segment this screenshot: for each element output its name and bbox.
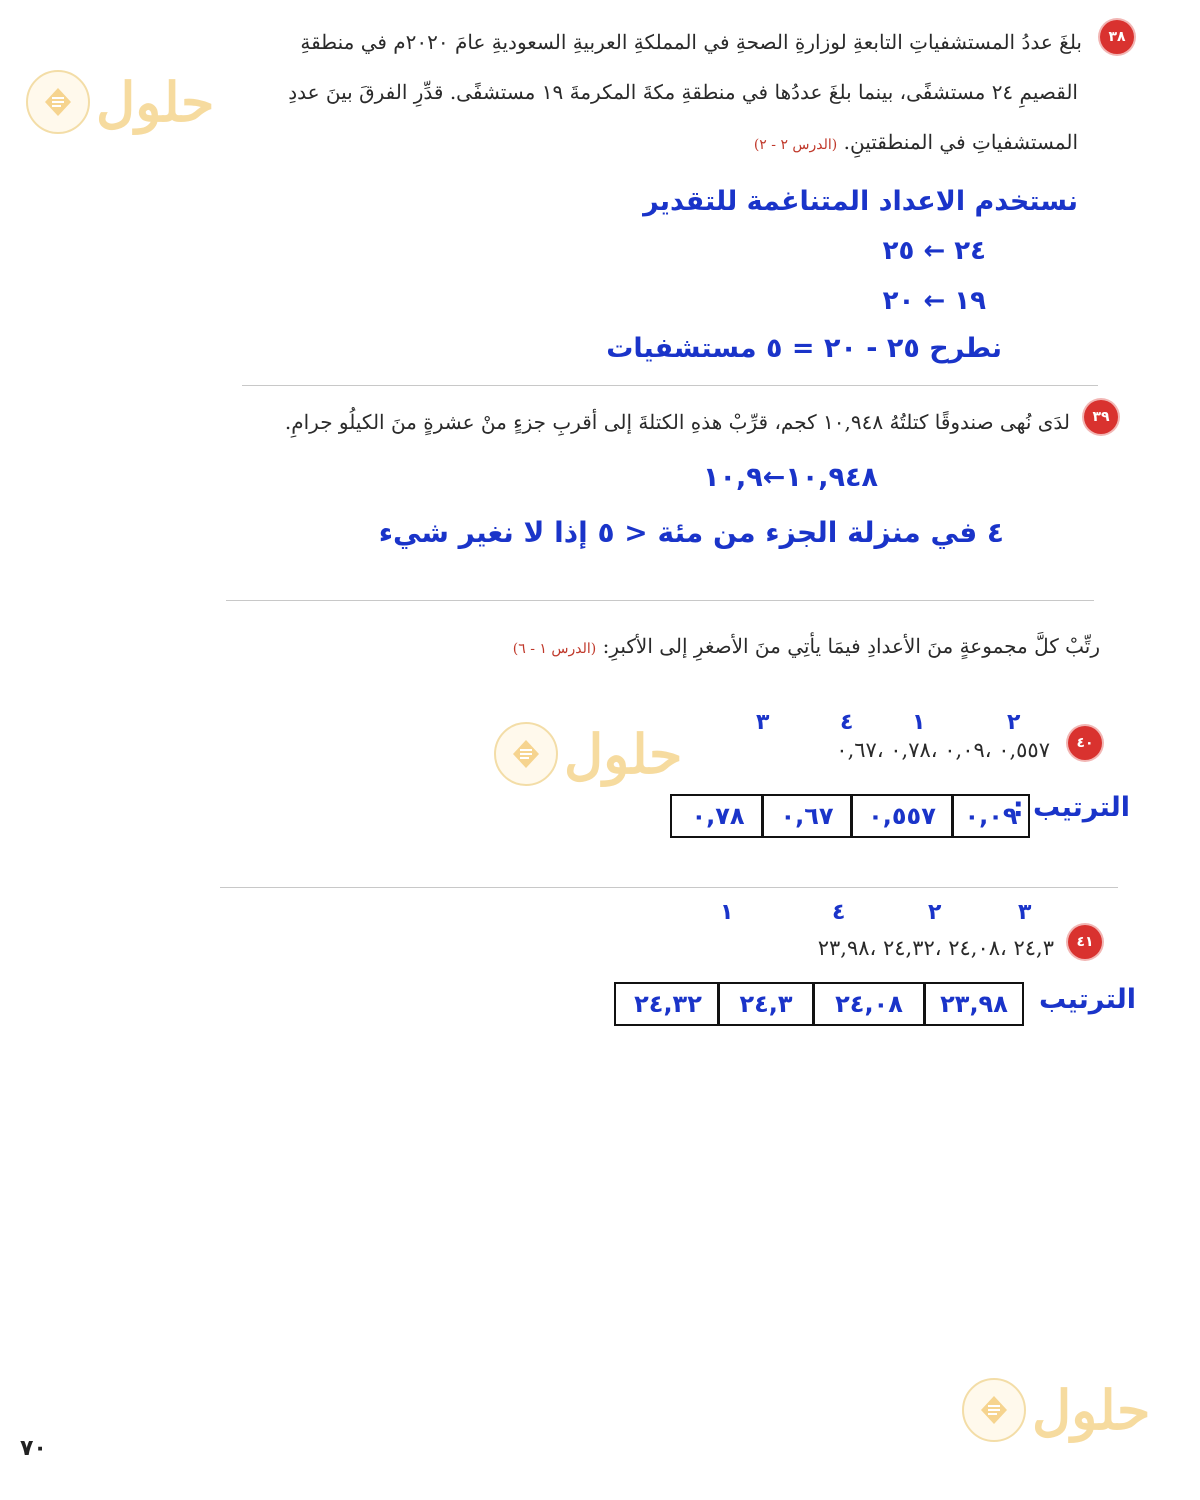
question-40-rank-2: ١ (912, 710, 926, 735)
divider-3 (220, 887, 1118, 888)
lesson-ref-38: (الدرس ٢ - ٢) (753, 137, 838, 153)
question-40-box-4: ٠,٧٨ (691, 802, 745, 830)
question-38-line-3 (754, 130, 1078, 154)
page-number: ٧٠ (20, 1436, 47, 1461)
question-40-rank-4: ٣ (756, 710, 770, 735)
lesson-ref-ordering: (الدرس ١ - ٦) (512, 641, 597, 657)
question-40-rank-1: ٢ (1007, 710, 1021, 735)
question-38-line-1: بلغَ عددُ المستشفياتِ التابعةِ لوزارةِ الصحةِ في المملكةِ العربيةِ السعوديةِ عامَ ٢٠٢٠م في منطقةِ (300, 30, 1082, 54)
question-41-box-4: ٢٤,٣٢ (634, 990, 702, 1018)
question-40-box-2: ٠,٥٥٧ (850, 796, 951, 836)
book-icon (26, 70, 90, 134)
watermark-1-text: حلول (96, 70, 215, 134)
answer-39-note: ٤ في منزلة الجزء من مئة < ٥ إذا لا نغير شيء (378, 516, 1004, 549)
question-41-rank-1: ٣ (1018, 900, 1032, 925)
question-40-box-1: ٠,٠٩ (951, 796, 1028, 836)
question-39-text: لدَى نُهى صندوقًا كتلتُهُ ١٠,٩٤٨ كجم، قرِّبْ هذهِ الكتلةَ إلى أقربِ جزءٍ منْ عشرةٍ منَ الكيلُو جرامِ. (284, 410, 1070, 434)
answer-38-result: نطرح ٢٥ - ٢٠ = ٥ مستشفيات (606, 333, 1002, 364)
divider-2 (226, 600, 1094, 601)
watermark-2-text: حلول (564, 722, 683, 786)
question-39-badge: ٣٩ (1084, 400, 1118, 434)
watermark-2 (494, 722, 682, 786)
question-41-badge: ٤١ (1068, 925, 1102, 959)
book-icon (962, 1378, 1026, 1442)
question-40-answer-boxes (670, 794, 1030, 838)
question-40-numbers: ٠,٥٥٧ ،٠,٠٩ ،٠,٧٨ ،٠,٦٧ (836, 738, 1050, 762)
answer-38-title: نستخدم الاعداد المتناغمة للتقدير (643, 186, 1078, 217)
answer-38-row-2: ١٩ ← ٢٠ (882, 286, 986, 316)
ordering-instruction (513, 634, 1100, 658)
question-41-numbers: ٢٤,٣ ،٢٤,٠٨ ،٢٤,٣٢ ،٢٣,٩٨ (817, 936, 1054, 960)
answer-39-row: ١٠,٩٤٨←١٠,٩ (703, 462, 878, 493)
question-41-answer-boxes (614, 982, 1024, 1026)
answer-38-row-1: ٢٤ ← ٢٥ (882, 236, 986, 266)
divider-1 (242, 385, 1098, 386)
question-41-rank-2: ٢ (928, 900, 942, 925)
question-40-badge: ٤٠ (1068, 726, 1102, 760)
watermark-1 (26, 70, 214, 134)
question-41-box-2: ٢٤,٠٨ (812, 984, 923, 1024)
question-41-order-label: الترتيب (1039, 984, 1136, 1015)
book-icon (494, 722, 558, 786)
question-41-box-3: ٢٤,٣ (717, 984, 812, 1024)
watermark-3-text: حلول (1032, 1378, 1151, 1442)
question-38-badge: ٣٨ (1100, 20, 1134, 54)
question-40-rank-3: ٤ (840, 710, 854, 735)
question-38-line-2: القصيمِ ٢٤ مستشفًى، بينما بلغَ عددُها في منطقةِ مكةَ المكرمةَ ١٩ مستشفًى. قدِّرِ الفرقَ بينَ عددِ (288, 80, 1078, 104)
question-41-box-1: ٢٣,٩٨ (923, 984, 1022, 1024)
question-41-rank-4: ١ (720, 900, 734, 925)
question-40-order-label: الترتيب : (1012, 792, 1130, 823)
question-38-line-3-text: المستشفياتِ في المنطقتينِ. (843, 130, 1078, 154)
ordering-instruction-text: رتِّبْ كلَّ مجموعةٍ منَ الأعدادِ فيمَا يأتِي منَ الأصغرِ إلى الأكبرِ: (602, 634, 1100, 658)
question-41-rank-3: ٤ (832, 900, 846, 925)
watermark-3 (962, 1378, 1150, 1442)
question-40-box-3: ٠,٦٧ (761, 796, 850, 836)
